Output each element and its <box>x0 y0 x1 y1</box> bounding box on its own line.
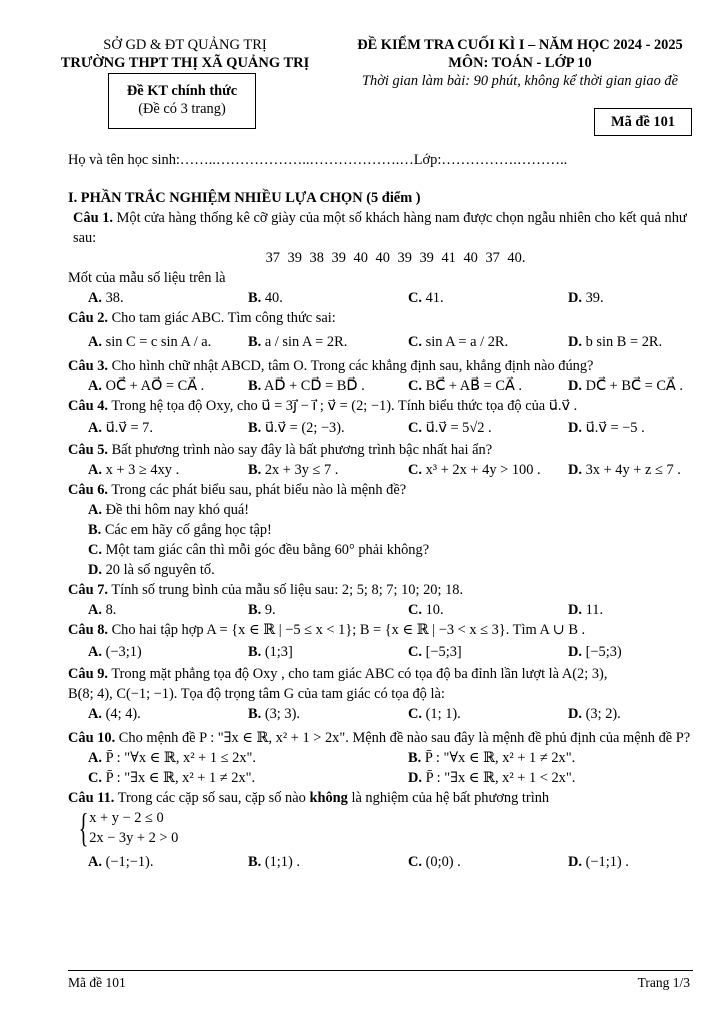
option-text: 3x + 4y + z ≤ 7 . <box>585 462 681 478</box>
option-c <box>408 642 568 662</box>
option-letter: C. <box>408 462 422 478</box>
option-text: u⃗.v⃗ = −5 . <box>585 420 645 436</box>
option-text: 2x + 3y ≤ 7 . <box>264 462 339 478</box>
option-a <box>88 500 693 520</box>
options-q3 <box>88 376 693 396</box>
option-b <box>408 748 725 768</box>
option-text: AD⃗ + CD⃗ = BD⃗ . <box>264 378 365 394</box>
option-text: [−5;3) <box>585 644 622 660</box>
option-letter: A. <box>88 854 102 870</box>
option-letter: B. <box>248 644 262 660</box>
option-letter: A. <box>88 750 102 766</box>
school-name: TRƯỜNG THPT THỊ XÃ QUẢNG TRỊ <box>60 55 310 71</box>
option-letter: A. <box>88 334 102 350</box>
option-letter: C. <box>408 706 422 722</box>
option-text: (1;1) . <box>264 854 300 870</box>
exam-content <box>68 188 693 872</box>
option-letter: D. <box>568 644 582 660</box>
option-text: u⃗.v⃗ = (2; −3). <box>264 420 345 436</box>
question-label: Câu 3. <box>68 358 108 374</box>
option-text: Một tam giác cân thì mỗi góc đều bằng 60° phải không? <box>105 542 430 558</box>
question-label: Câu 9. <box>68 666 108 682</box>
option-b <box>248 418 408 438</box>
option-letter: C. <box>408 290 422 306</box>
department-name: SỞ GD & ĐT QUẢNG TRỊ <box>103 37 267 53</box>
option-text: 41. <box>425 290 444 306</box>
option-letter: D. <box>568 334 582 350</box>
question-label: Câu 8. <box>68 622 108 638</box>
option-b <box>88 520 693 540</box>
option-text: (1;3] <box>264 644 293 660</box>
question-label: Câu 11. <box>68 790 115 806</box>
option-letter: C. <box>408 378 422 394</box>
option-d <box>568 376 725 396</box>
option-letter: C. <box>408 420 422 436</box>
option-b <box>248 376 408 396</box>
question-6 <box>68 480 693 500</box>
footer-page-number: Trang 1/3 <box>637 975 690 990</box>
option-a <box>88 288 248 308</box>
option-text: (4; 4). <box>105 706 141 722</box>
option-letter: D. <box>568 854 582 870</box>
option-letter: A. <box>88 420 102 436</box>
option-letter: D. <box>408 770 422 786</box>
option-letter: A. <box>88 290 102 306</box>
question-label: Câu 1. <box>73 210 113 226</box>
question-1 <box>68 208 693 248</box>
option-letter: B. <box>408 750 422 766</box>
option-letter: C. <box>408 334 422 350</box>
question-label: Câu 2. <box>68 310 108 326</box>
option-text: Đề thi hôm nay khó quá! <box>105 502 250 518</box>
option-letter: D. <box>568 706 582 722</box>
question-7 <box>68 580 693 600</box>
option-a <box>88 418 248 438</box>
option-letter: A. <box>88 602 102 618</box>
options-q2 <box>88 332 693 352</box>
option-text: a / sin A = 2R. <box>264 334 348 350</box>
option-text: 39. <box>585 290 604 306</box>
question-2 <box>68 308 693 328</box>
option-letter: D. <box>88 562 102 578</box>
question-label: Câu 4. <box>68 398 108 414</box>
option-d <box>568 418 725 438</box>
option-b <box>248 642 408 662</box>
question-label: Câu 5. <box>68 442 108 458</box>
option-c <box>408 704 568 724</box>
option-letter: A. <box>88 502 102 518</box>
option-letter: A. <box>88 378 102 394</box>
option-d <box>568 288 725 308</box>
option-text: 9. <box>264 602 276 618</box>
options-q11 <box>88 852 693 872</box>
option-letter: B. <box>248 420 262 436</box>
question-prompt: Mốt của mẫu số liệu trên là <box>68 270 226 286</box>
inequality-2: 2x − 3y + 2 > 0 <box>89 830 179 846</box>
option-a <box>88 376 248 396</box>
option-c <box>88 540 693 560</box>
option-c <box>408 376 568 396</box>
option-letter: B. <box>248 462 262 478</box>
option-d <box>568 600 725 620</box>
option-text: 10. <box>425 602 444 618</box>
options-q10-row1 <box>88 748 693 768</box>
option-text: 20 là số nguyên tố. <box>105 562 215 578</box>
option-d <box>568 332 725 352</box>
option-text: 38. <box>105 290 124 306</box>
question-text: Cho hai tập hợp A = {x ∈ ℝ | −5 ≤ x < 1}; B = {x ∈ ℝ | −3 < x ≤ 3}. Tìm A ∪ B . <box>107 622 586 638</box>
option-letter: B. <box>88 522 102 538</box>
question-text: Bất phương trình nào say đây là bất phương trình bậc nhất hai ẩn? <box>107 442 493 458</box>
option-text: (0;0) . <box>425 854 461 870</box>
question-9-cont: B(8; 4), C(−1; −1). Tọa độ trọng tâm G của tam giác có tọa độ là: <box>68 686 445 702</box>
option-letter: B. <box>248 854 262 870</box>
option-c <box>408 600 568 620</box>
option-letter: C. <box>88 770 102 786</box>
option-text: 11. <box>585 602 604 618</box>
options-q4 <box>88 418 693 438</box>
option-c <box>408 460 568 480</box>
option-text: [−5;3] <box>425 644 462 660</box>
option-text: (1; 1). <box>425 706 461 722</box>
question-text: Một cửa hàng thống kê cỡ giày của một số khách hàng nam được chọn ngẫu nhiên cho kết quả như sau: <box>73 210 687 246</box>
footer-divider <box>68 970 693 971</box>
option-d <box>568 704 725 724</box>
exam-title: ĐỀ KIỂM TRA CUỐI KÌ I – NĂM HỌC 2024 - 2025 <box>357 37 683 53</box>
official-label: Đề KT chính thức <box>126 83 238 99</box>
question-text: không <box>309 790 348 806</box>
option-text: 40. <box>264 290 283 306</box>
option-a <box>88 642 248 662</box>
option-c <box>408 852 568 872</box>
school-header <box>40 36 330 72</box>
option-text: (−1;1) . <box>585 854 629 870</box>
option-letter: C. <box>408 602 422 618</box>
page-count: (Đề có 3 trang) <box>138 101 226 117</box>
option-c <box>88 768 408 788</box>
option-b <box>248 600 408 620</box>
option-b <box>248 288 408 308</box>
options-q9 <box>88 704 693 724</box>
question-text: là nghiệm của hệ bất phương trình <box>347 790 550 806</box>
option-text: (3; 2). <box>585 706 621 722</box>
option-d <box>88 560 693 580</box>
option-a <box>88 332 248 352</box>
question-10 <box>68 728 693 748</box>
section-heading: I. PHẦN TRẮC NGHIỆM NHIỀU LỰA CHỌN (5 điểm ) <box>68 190 421 206</box>
inequality-1: x + y − 2 ≤ 0 <box>89 810 164 826</box>
option-text: Các em hãy cố gắng học tập! <box>104 522 272 538</box>
option-letter: A. <box>88 706 102 722</box>
option-d <box>408 768 725 788</box>
option-b <box>248 460 408 480</box>
brace-symbol: { <box>78 805 89 850</box>
official-exam-box <box>108 73 256 129</box>
option-c <box>408 288 568 308</box>
option-text: b sin B = 2R. <box>585 334 663 350</box>
options-q8 <box>88 642 693 662</box>
question-label: Câu 7. <box>68 582 108 598</box>
question-4 <box>68 396 693 416</box>
option-text: OC⃗ + AO⃗ = CA⃗ . <box>105 378 205 394</box>
option-text: u⃗.v⃗ = 7. <box>105 420 153 436</box>
option-d <box>568 460 725 480</box>
option-a <box>88 460 248 480</box>
question-text: Trong mặt phẳng tọa độ Oxy , cho tam giác ABC có tọa độ ba đỉnh lần lượt là A(2; 3), <box>107 666 608 682</box>
option-text: DC⃗ + BC⃗ = CA⃗ . <box>585 378 683 394</box>
option-letter: D. <box>568 290 582 306</box>
options-q5 <box>88 460 693 480</box>
option-text: (3; 3). <box>264 706 300 722</box>
option-d <box>568 852 725 872</box>
question-text: Trong các phát biểu sau, phát biểu nào là mệnh đề? <box>107 482 407 498</box>
question-text: Cho tam giác ABC. Tìm công thức sai: <box>107 310 336 326</box>
option-text: (−1;−1). <box>105 854 154 870</box>
option-text: x + 3 ≥ 4xy . <box>105 462 180 478</box>
option-text: u⃗.v⃗ = 5√2 . <box>425 420 492 436</box>
student-info-line: Họ và tên học sinh:……..………………..……………….…Lớp:…………….……….. <box>68 152 568 168</box>
option-letter: D. <box>568 378 582 394</box>
option-letter: C. <box>408 854 422 870</box>
option-letter: B. <box>248 602 262 618</box>
question-label: Câu 10. <box>68 730 116 746</box>
option-text: 8. <box>105 602 117 618</box>
question-text: Cho hình chữ nhật ABCD, tâm O. Trong các khẳng định sau, khẳng định nào đúng? <box>107 358 594 374</box>
option-text: P̄ : "∃x ∈ ℝ, x² + 1 < 2x". <box>425 770 576 786</box>
question-9 <box>68 664 693 684</box>
question-label: Câu 6. <box>68 482 108 498</box>
option-letter: B. <box>248 706 262 722</box>
option-a <box>88 748 408 768</box>
option-text: P̄ : "∀x ∈ ℝ, x² + 1 ≤ 2x". <box>105 750 257 766</box>
option-text: P̄ : "∀x ∈ ℝ, x² + 1 ≠ 2x". <box>424 750 576 766</box>
inequality-system <box>74 805 693 850</box>
exam-subject: MÔN: TOÁN - LỚP 10 <box>448 55 592 71</box>
question-text: Trong các cặp số sau, cặp số nào <box>114 790 310 806</box>
option-letter: B. <box>248 378 262 394</box>
option-text: (−3;1) <box>105 644 142 660</box>
option-letter: A. <box>88 462 102 478</box>
option-letter: B. <box>248 290 262 306</box>
options-q10-row2 <box>88 768 693 788</box>
option-b <box>248 704 408 724</box>
option-letter: D. <box>568 420 582 436</box>
option-letter: D. <box>568 602 582 618</box>
question-8 <box>68 620 693 640</box>
footer-exam-code: Mã đề 101 <box>68 975 126 990</box>
option-c <box>408 418 568 438</box>
option-a <box>88 852 248 872</box>
options-q1 <box>88 288 693 308</box>
exam-time: Thời gian làm bài: 90 phút, không kể thời gian giao đề <box>362 73 678 89</box>
option-b <box>248 852 408 872</box>
options-q7 <box>88 600 693 620</box>
data-values: 37 39 38 39 40 40 39 39 41 40 37 40. <box>265 250 526 266</box>
option-letter: B. <box>248 334 262 350</box>
exam-header <box>330 36 710 90</box>
option-letter: A. <box>88 644 102 660</box>
option-text: sin C = c sin A / a. <box>105 334 212 350</box>
option-c <box>408 332 568 352</box>
option-b <box>248 332 408 352</box>
question-text: Tính số trung bình của mẫu số liệu sau: 2; 5; 8; 7; 10; 20; 18. <box>107 582 464 598</box>
question-5 <box>68 440 693 460</box>
option-text: BC⃗ + AB⃗ = CA⃗ . <box>425 378 522 394</box>
question-text: Trong hệ tọa độ Oxy, cho u⃗ = 3j⃗ − i⃗ ; v⃗ = (2; −1). Tính biểu thức tọa độ của u⃗.v⃗ . <box>107 398 578 414</box>
question-11 <box>68 788 693 808</box>
option-letter: C. <box>88 542 102 558</box>
option-text: x³ + 2x + 4y > 100 . <box>425 462 541 478</box>
option-a <box>88 704 248 724</box>
option-letter: D. <box>568 462 582 478</box>
option-letter: C. <box>408 644 422 660</box>
exam-code-box: Mã đề 101 <box>594 108 692 136</box>
question-3 <box>68 356 693 376</box>
option-d <box>568 642 725 662</box>
option-a <box>88 600 248 620</box>
question-text: Cho mệnh đề P : "∃x ∈ ℝ, x² + 1 > 2x". Mệnh đề nào sau đây là mệnh đề phủ định của mệnh đề P? <box>115 730 691 746</box>
option-text: sin A = a / 2R. <box>425 334 509 350</box>
option-text: P̄ : "∃x ∈ ℝ, x² + 1 ≠ 2x". <box>105 770 256 786</box>
